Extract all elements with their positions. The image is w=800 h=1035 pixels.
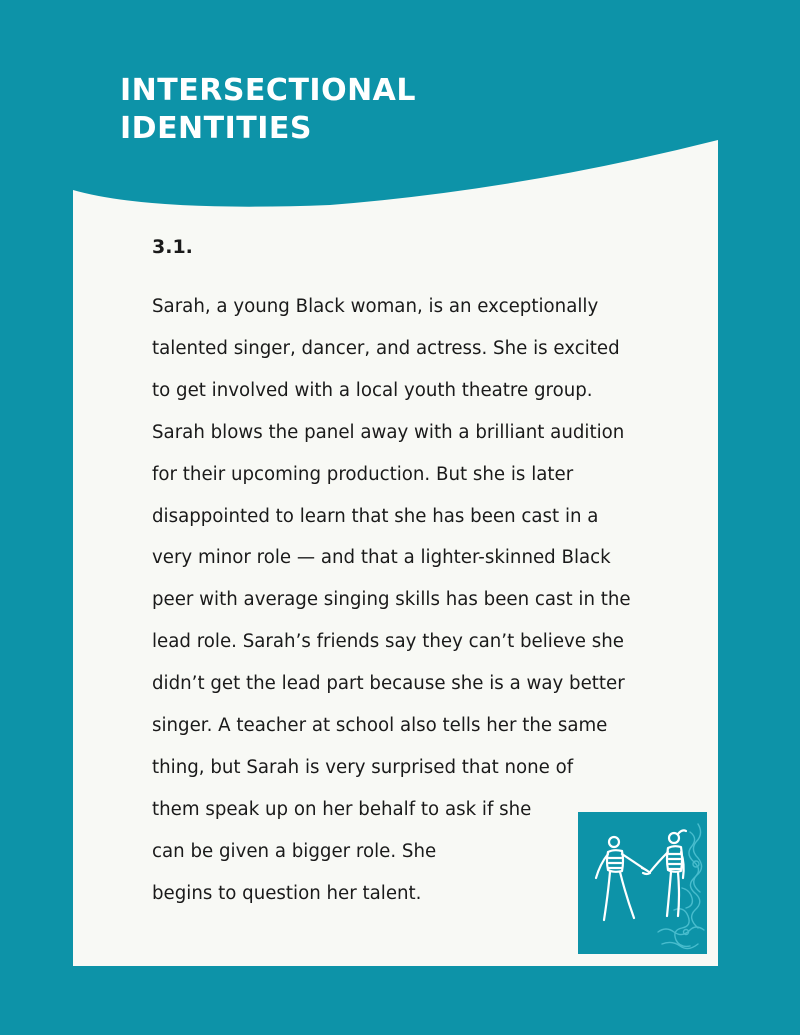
paragraph-line: peer with average singing skills has been cast in the [152,589,631,611]
paragraph-line: thing, but Sarah is very surprised that none of [152,756,574,778]
paragraph-line: singer. A teacher at school also tells her the same [152,715,608,737]
scenario-card [152,230,652,915]
section-number: 3.1. [152,236,193,258]
paragraph-line: Sarah, a young Black woman, is an exceptionally [152,296,599,317]
scenario-paragraph [152,286,652,915]
paragraph-line: begins to question her talent. [152,882,422,904]
paragraph-line: very minor role — and that a lighter-skinned Black [152,547,611,569]
two-people-holding-hands-icon [578,812,707,954]
paragraph-line: can be given a bigger role. She [152,840,437,862]
paragraph-line: lead role. Sarah’s friends say they can’t believe she [152,631,624,653]
paragraph-line: Sarah blows the panel away with a brilliant audition [152,421,625,443]
title-line-2: IDENTITIES [120,111,313,146]
paragraph-line: for their upcoming production. But she is later [152,463,574,485]
paragraph-line: them speak up on her behalf to ask if she [152,798,532,820]
paragraph-line: to get involved with a local youth theatre group. [152,379,593,401]
title-line-1: INTERSECTIONAL [120,73,417,108]
paragraph-line: didn’t get the lead part because she is a way better [152,673,625,695]
paragraph-line: talented singer, dancer, and actress. She is excited [152,337,620,359]
page-title [120,72,416,148]
paragraph-line: disappointed to learn that she has been cast in a [152,505,599,527]
